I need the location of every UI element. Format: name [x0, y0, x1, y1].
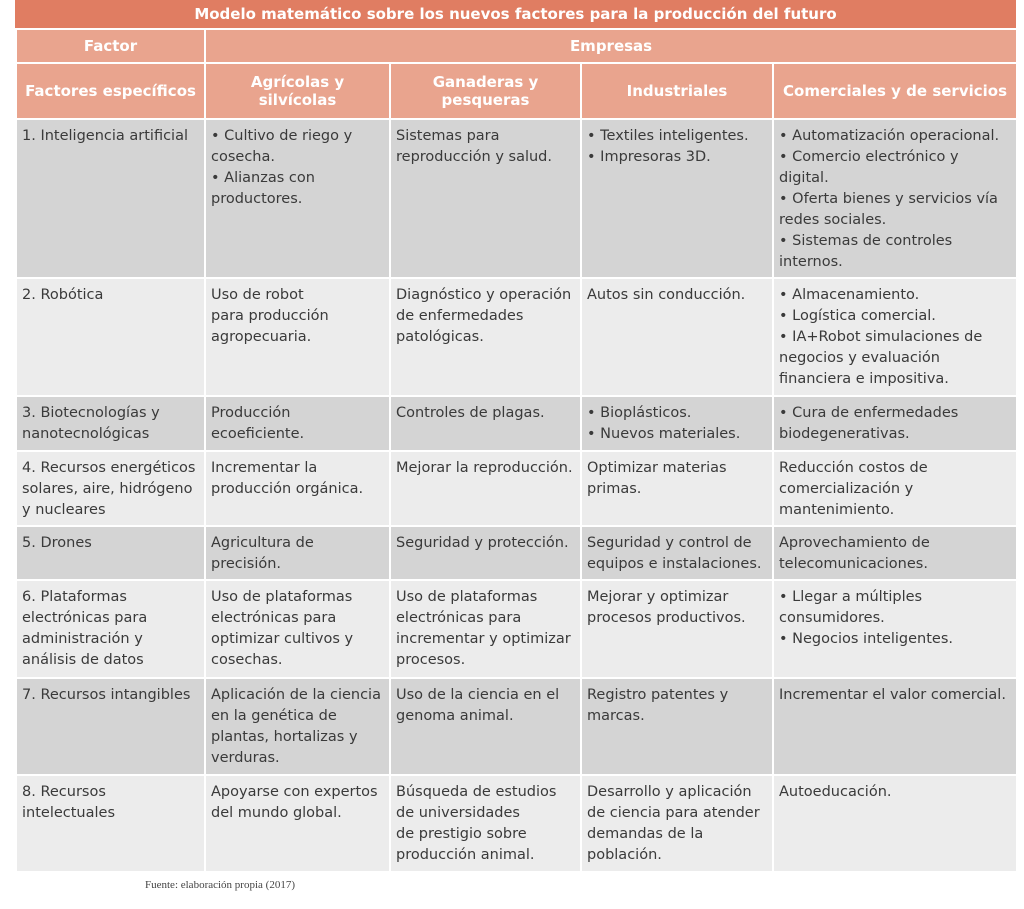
table-cell — [205, 678, 390, 775]
column-header: Comerciales y de servicios — [773, 63, 1017, 119]
column-header: Industriales — [581, 63, 773, 119]
table-cell — [581, 396, 773, 451]
table-row — [16, 580, 1017, 678]
cell-line: Uso de plataformas electrónicas para incrementar y optimizar procesos. — [396, 589, 571, 668]
table-cell — [16, 678, 205, 775]
table-cell — [773, 580, 1017, 678]
cell-line: Mejorar la reproducción. — [396, 460, 573, 476]
table-row — [16, 396, 1017, 451]
cell-line: • Logística comercial. — [779, 308, 936, 324]
cell-line: • Comercio electrónico y digital. — [779, 149, 959, 186]
table-cell — [16, 451, 205, 526]
table-cell — [205, 396, 390, 451]
table-cell — [390, 526, 581, 580]
table-cell — [390, 678, 581, 775]
cell-line: para producción agropecuaria. — [211, 308, 329, 345]
cell-line: • Almacenamiento. — [779, 287, 920, 303]
table-cell — [390, 396, 581, 451]
cell-line: • IA+Robot simulaciones de negocios y evaluación financiera e impositiva. — [779, 329, 983, 387]
column-header: Ganaderas y pesqueras — [390, 63, 581, 119]
column-header: Factores específicos — [16, 63, 205, 119]
table-cell — [205, 580, 390, 678]
factors-table — [15, 28, 1018, 873]
table-cell — [581, 678, 773, 775]
cell-line: Aprovechamiento de telecomunicaciones. — [779, 535, 930, 572]
cell-line: 4. Recursos energéticos solares, aire, hidrógeno y nucleares — [22, 460, 196, 518]
table-row — [16, 775, 1017, 872]
cell-line: • Impresoras 3D. — [587, 149, 711, 165]
table-cell — [16, 396, 205, 451]
table-container — [15, 0, 1016, 873]
table-title: Modelo matemático sobre los nuevos factores para la producción del futuro — [15, 0, 1016, 28]
table-row — [16, 278, 1017, 396]
cell-line: Autoeducación. — [779, 784, 892, 800]
cell-line: Aplicación de la ciencia en la genética de plantas, hortalizas y verduras. — [211, 687, 381, 766]
cell-line: • Automatización operacional. — [779, 128, 1000, 144]
cell-line: 5. Drones — [22, 535, 92, 551]
table-cell — [773, 396, 1017, 451]
cell-line: • Nuevos materiales. — [587, 426, 741, 442]
cell-line: Uso de robot — [211, 287, 304, 303]
cell-line: • Alianzas con productores. — [211, 170, 315, 207]
table-cell — [773, 278, 1017, 396]
cell-line: Optimizar materias primas. — [587, 460, 727, 497]
cell-line: de prestigio sobre producción animal. — [396, 826, 535, 863]
cell-line: Registro patentes y marcas. — [587, 687, 729, 724]
cell-line: 8. Recursos intelectuales — [22, 784, 116, 821]
cell-line: • Llegar a múltiples consumidores. — [779, 589, 923, 626]
table-cell — [16, 119, 205, 278]
header-factor: Factor — [16, 29, 205, 63]
table-cell — [16, 278, 205, 396]
table-cell — [205, 119, 390, 278]
cell-line: Autos sin conducción. — [587, 287, 746, 303]
cell-line: 1. Inteligencia artificial — [22, 128, 188, 144]
cell-line: 2. Robótica — [22, 287, 104, 303]
table-cell — [205, 278, 390, 396]
table-row — [16, 526, 1017, 580]
table-cell — [16, 775, 205, 872]
table-cell — [581, 526, 773, 580]
cell-line: Agricultura de precisión. — [211, 535, 314, 572]
cell-line: Mejorar y optimizar procesos productivos. — [587, 589, 746, 626]
cell-line: Controles de plagas. — [396, 405, 545, 421]
cell-line: Uso de plataformas electrónicas para optimizar cultivos y cosechas. — [211, 589, 354, 668]
table-cell — [581, 451, 773, 526]
cell-line: Sistemas para reproducción y salud. — [396, 128, 552, 165]
cell-line: Incrementar el valor comercial. — [779, 687, 1006, 703]
cell-line: Seguridad y protección. — [396, 535, 569, 551]
cell-line: • Bioplásticos. — [587, 405, 692, 421]
table-cell — [16, 526, 205, 580]
table-row — [16, 451, 1017, 526]
cell-line: Diagnóstico y operación de enfermedades patológicas. — [396, 287, 572, 345]
table-cell — [773, 678, 1017, 775]
table-cell — [581, 119, 773, 278]
cell-line: Apoyarse con expertos del mundo global. — [211, 784, 378, 821]
table-cell — [773, 119, 1017, 278]
table-cell — [581, 775, 773, 872]
cell-line: • Textiles inteligentes. — [587, 128, 749, 144]
cell-line: Producción ecoeficiente. — [211, 405, 305, 442]
table-row — [16, 678, 1017, 775]
table-cell — [390, 775, 581, 872]
column-header: Agrícolas y silvícolas — [205, 63, 390, 119]
table-cell — [390, 451, 581, 526]
table-cell — [390, 119, 581, 278]
cell-line: • Cura de enfermedades biodegenerativas. — [779, 405, 959, 442]
cell-line: Búsqueda de estudios de universidades — [396, 784, 557, 821]
cell-line: Uso de la ciencia en el genoma animal. — [396, 687, 560, 724]
table-cell — [205, 775, 390, 872]
table-cell — [581, 580, 773, 678]
table-row — [16, 119, 1017, 278]
table-cell — [581, 278, 773, 396]
header-empresas: Empresas — [205, 29, 1017, 63]
cell-line: 6. Plataformas electrónicas para administración y análisis de datos — [22, 589, 148, 668]
cell-line: • Sistemas de controles internos. — [779, 233, 953, 270]
table-cell — [773, 526, 1017, 580]
cell-line: Incrementar la producción orgánica. — [211, 460, 364, 497]
table-cell — [773, 775, 1017, 872]
table-cell — [205, 451, 390, 526]
source-note: Fuente: elaboración propia (2017) — [145, 879, 295, 891]
cell-line: 7. Recursos intangibles — [22, 687, 191, 703]
table-cell — [390, 580, 581, 678]
cell-line: Reducción costos de comercialización y mantenimiento. — [779, 460, 928, 518]
cell-line: • Cultivo de riego y cosecha. — [211, 128, 353, 165]
cell-line: • Negocios inteligentes. — [779, 631, 954, 647]
cell-line: • Oferta bienes y servicios vía redes sociales. — [779, 191, 998, 228]
table-body — [16, 119, 1017, 872]
cell-line: Seguridad y control de equipos e instalaciones. — [587, 535, 762, 572]
table-cell — [390, 278, 581, 396]
table-cell — [205, 526, 390, 580]
cell-line: Desarrollo y aplicación de ciencia para atender demandas de la población. — [587, 784, 760, 863]
table-cell — [16, 580, 205, 678]
table-cell — [773, 451, 1017, 526]
cell-line: 3. Biotecnologías y nanotecnológicas — [22, 405, 160, 442]
